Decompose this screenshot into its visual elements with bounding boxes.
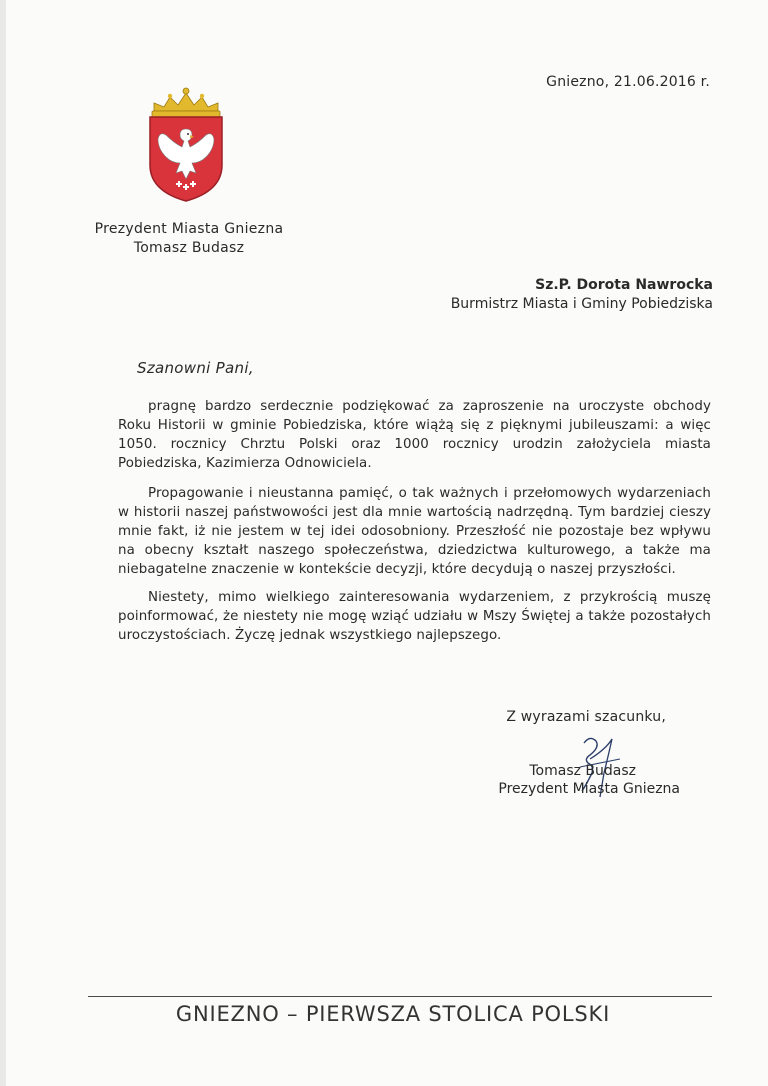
salutation: Szanowni Pani, bbox=[137, 359, 254, 377]
sender-name: Tomasz Budasz bbox=[133, 240, 245, 256]
signature-role: Prezydent Miasta Gniezna bbox=[498, 781, 680, 797]
recipient-block bbox=[380, 276, 713, 314]
letter-paragraph: pragnę bardzo serdecznie podziękować za zaproszenie na uroczyste obchody Roku Historii w gminie Pobiedziska, które wiążą się z pięknymi jubileuszami: a więc 1050. rocznicy Chrztu Polski oraz 1000 rocznicy urodzin założyciela miasta Pobiedziska, Kazimierza Odnowiciela. bbox=[118, 399, 711, 471]
scan-edge-shade bbox=[0, 0, 6, 1086]
letter-paragraph: Niestety, mimo wielkiego zainteresowania wydarzeniem, z przykrością muszę poinformować, że niestety nie mogę wziąć udziału w Mszy Świętej a także pozostałych uroczystościach. Życzę jednak wszystkiego najlepszego. bbox=[118, 590, 711, 643]
closing-phrase: Z wyrazami szacunku, bbox=[506, 709, 666, 725]
gniezno-coat-of-arms-icon bbox=[144, 85, 228, 205]
sender-title: Prezydent Miasta Gniezna bbox=[94, 221, 284, 237]
sender-block bbox=[60, 220, 318, 258]
recipient-name: Sz.P. Dorota Nawrocka bbox=[535, 277, 713, 293]
recipient-title: Burmistrz Miasta i Gminy Pobiedziska bbox=[450, 296, 713, 312]
letter-paragraph: Propagowanie i nieustanna pamięć, o tak ważnych i przełomowych wydarzeniach w historii naszej państwowości jest dla mnie wartością nadrzędną. Tym bardziej cieszy mnie fakt, iż nie jestem w tej idei odosobniony. Przeszłość nie pozostaje bez wpływu na obecny kształt naszego społeczeństwa, dziedzictwa kulturowego, a także ma niebagatelne znaczenie w kontekście decyzji, które decydują o naszej przyszłości. bbox=[118, 486, 711, 577]
letter-date: Gniezno, 21.06.2016 r. bbox=[546, 74, 710, 90]
signature-name: Tomasz Budasz bbox=[529, 763, 636, 779]
footer-slogan: GNIEZNO – PIERWSZA STOLICA POLSKI bbox=[175, 1002, 611, 1026]
footer-divider bbox=[88, 996, 712, 997]
